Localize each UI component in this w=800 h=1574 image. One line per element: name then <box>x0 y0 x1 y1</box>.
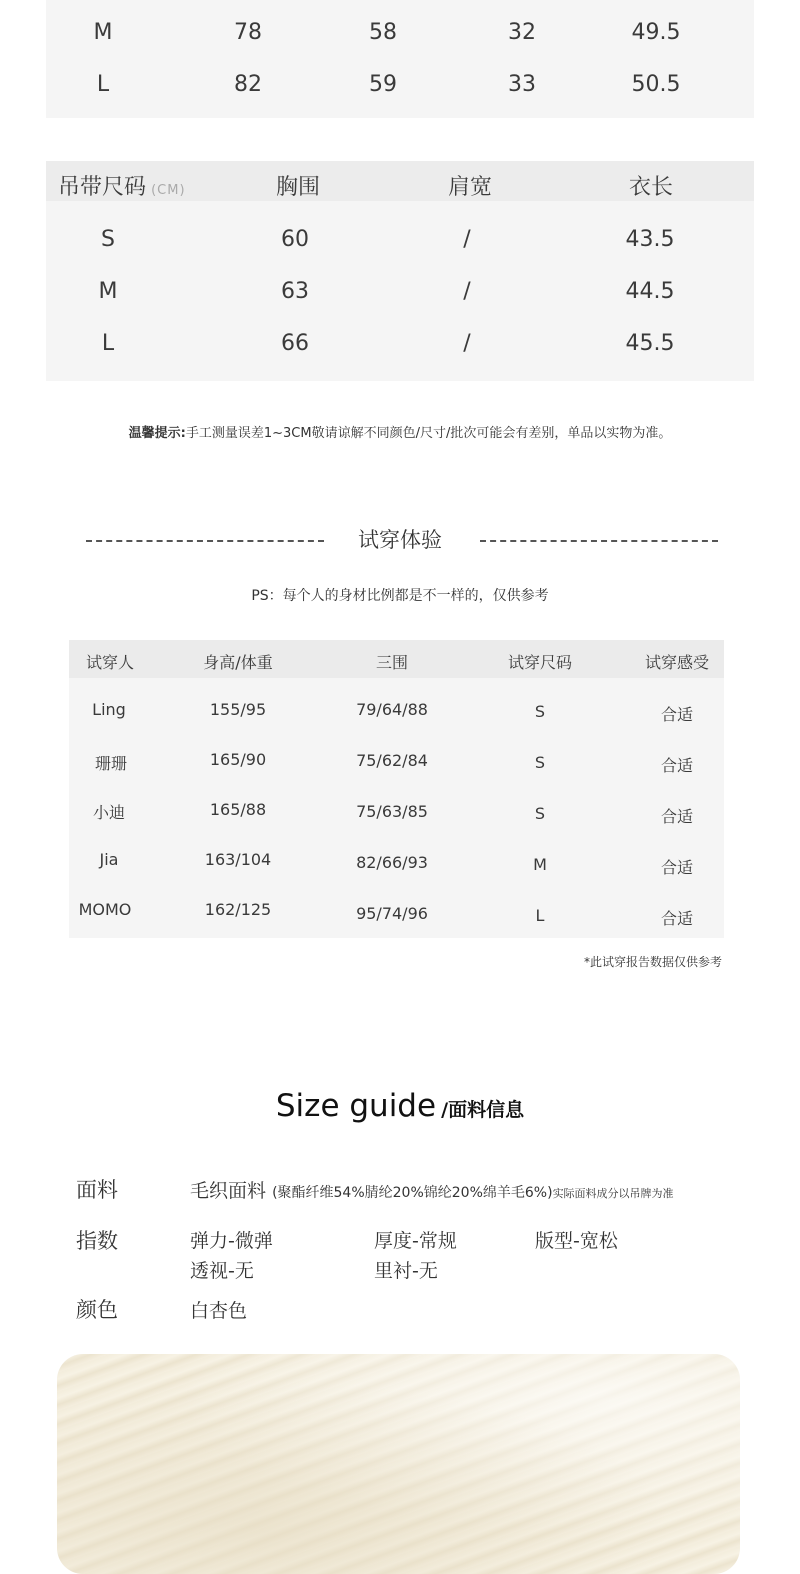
column-header: 试穿人 <box>85 653 134 672</box>
tried-size: L <box>535 906 545 925</box>
size-cell: 59 <box>369 72 397 97</box>
measurements: 75/62/84 <box>356 751 428 770</box>
size-cell: S <box>101 227 115 252</box>
shoulder-cell: / <box>463 331 471 356</box>
index-label: 指数 <box>76 1229 118 1253</box>
tester-name: Ling <box>92 700 126 719</box>
length-cell: 43.5 <box>625 227 675 252</box>
fabric-value <box>190 1176 674 1203</box>
fabric-note: 实际面料成分以吊牌为准 <box>552 1187 674 1200</box>
fabric-closeup-image <box>57 1354 740 1574</box>
fit-feedback: 合适 <box>660 756 693 775</box>
size-cell: M <box>93 20 113 45</box>
height-weight: 155/95 <box>209 700 267 719</box>
fit-feedback: 合适 <box>660 909 693 928</box>
size-cell: 33 <box>508 72 536 97</box>
color-value: 白杏色 <box>190 1300 248 1322</box>
size-cell: 50.5 <box>631 72 681 97</box>
tester-name: Jia <box>99 850 119 869</box>
length-cell: 44.5 <box>625 279 675 304</box>
tried-size: M <box>533 855 547 874</box>
tried-size: S <box>534 753 546 772</box>
bust-cell: 60 <box>281 227 309 252</box>
size-cell: M <box>98 279 118 304</box>
measurements: 95/74/96 <box>356 904 428 923</box>
fabric-composition: (聚酯纤维54%腈纶20%锦纶20%绵羊毛6%) <box>272 1185 553 1201</box>
table-unit: (CM) <box>151 183 186 198</box>
column-header: 胸围 <box>275 175 320 200</box>
height-weight: 165/88 <box>209 800 267 819</box>
index-thickness: 厚度-常规 <box>374 1230 457 1252</box>
column-header: 试穿尺码 <box>507 653 572 672</box>
tester-name: 珊珊 <box>94 754 127 773</box>
fit-feedback: 合适 <box>660 807 693 826</box>
size-guide-heading <box>0 1088 800 1124</box>
table-title <box>58 170 186 201</box>
color-label: 颜色 <box>76 1298 118 1322</box>
height-weight: 163/104 <box>204 850 272 869</box>
height-weight: 162/125 <box>204 900 272 919</box>
shoulder-cell: / <box>463 279 471 304</box>
size-guide-subtitle: /面料信息 <box>441 1099 525 1121</box>
size-cell: 32 <box>508 20 536 45</box>
tester-name: 小迪 <box>92 803 125 822</box>
size-cell: 78 <box>234 20 262 45</box>
notice-text: 手工测量误差1~3CM敬请谅解不同颜色/尺寸/批次可能会有差别，单品以实物为准。 <box>185 426 672 441</box>
index-elasticity: 弹力-微弹 <box>190 1230 273 1252</box>
fit-feedback: 合适 <box>660 705 693 724</box>
fabric-label: 面料 <box>76 1178 118 1202</box>
tryon-table <box>69 640 724 938</box>
column-header: 肩宽 <box>447 175 492 200</box>
tryon-ps: PS：每个人的身材比例都是不一样的，仅供参考 <box>251 588 549 604</box>
column-header: 身高/体重 <box>203 653 273 672</box>
index-transparency: 透视-无 <box>190 1260 254 1282</box>
table-title-text: 吊带尺码 <box>58 175 147 200</box>
tryon-title: 试穿体验 <box>358 528 442 552</box>
fabric-name: 毛织面料 <box>190 1180 267 1202</box>
size-cell: L <box>101 331 115 356</box>
fit-feedback: 合适 <box>660 858 693 877</box>
height-weight: 165/90 <box>209 750 267 769</box>
column-header: 三围 <box>375 653 408 672</box>
divider-right <box>480 540 718 542</box>
tried-size: S <box>534 702 546 721</box>
tester-name: MOMO <box>78 900 132 919</box>
size-cell: L <box>96 72 110 97</box>
measurement-notice <box>0 422 800 441</box>
length-cell: 45.5 <box>625 331 675 356</box>
column-header: 衣长 <box>628 175 673 200</box>
measurements: 75/63/85 <box>356 802 428 821</box>
size-cell: 58 <box>369 20 397 45</box>
bust-cell: 63 <box>281 279 309 304</box>
tried-size: S <box>534 804 546 823</box>
notice-label: 温馨提示: <box>128 426 186 441</box>
column-header: 试穿感受 <box>644 653 709 672</box>
shoulder-cell: / <box>463 227 471 252</box>
measurements: 79/64/88 <box>356 700 428 719</box>
tryon-footnote: *此试穿报告数据仅供参考 <box>583 955 722 969</box>
measurements: 82/66/93 <box>356 853 428 872</box>
bust-cell: 66 <box>281 331 309 356</box>
index-lining: 里衬-无 <box>374 1260 438 1282</box>
size-guide-title: Size guide <box>275 1088 437 1124</box>
size-cell: 49.5 <box>631 20 681 45</box>
size-table-1 <box>46 0 754 118</box>
index-fit: 版型-宽松 <box>535 1230 618 1252</box>
size-cell: 82 <box>234 72 262 97</box>
